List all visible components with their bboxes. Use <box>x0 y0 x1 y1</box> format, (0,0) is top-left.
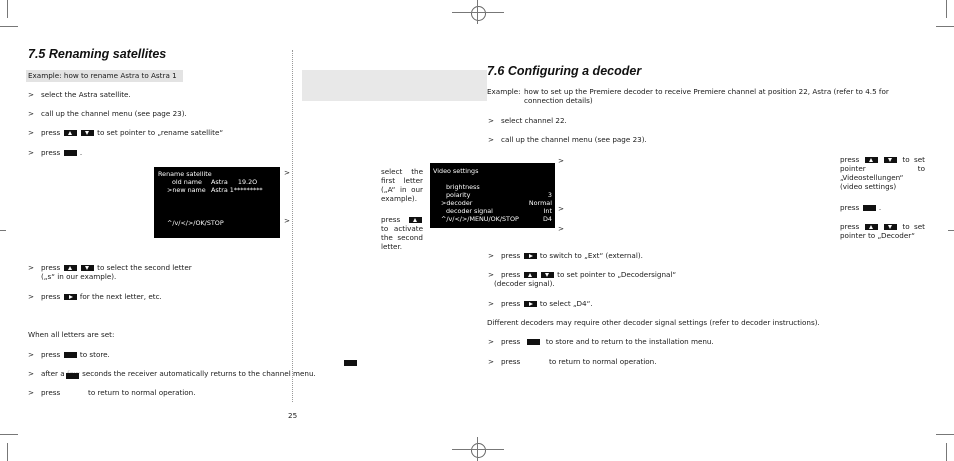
example-text: Example: how to rename Astra to Astra 1 <box>28 71 177 80</box>
corner-mark-tr-h <box>936 26 954 27</box>
right-arrow-key-icon <box>524 301 537 307</box>
step-text: to store. <box>79 350 110 359</box>
screen-key-hints: ^/v/</>/OK/STOP <box>167 219 224 227</box>
up-arrow-key-icon <box>64 130 77 136</box>
down-arrow-key-icon <box>541 272 554 278</box>
down-arrow-key-icon <box>81 265 94 271</box>
step-text: to select the second letter <box>97 263 192 272</box>
crop-line-bottom-h <box>452 449 504 450</box>
step-text-line2: (decoder signal). <box>494 279 555 288</box>
step-text: seconds the receiver automatically returns to the channel menu. <box>82 369 316 378</box>
screen-row-label: decoder signal <box>446 207 493 215</box>
right-arrow-key-icon <box>64 294 77 300</box>
step-marker: > <box>488 357 495 366</box>
step-normal-operation <box>28 388 196 397</box>
down-arrow-key-icon <box>81 130 94 136</box>
step-text: call up the channel menu (see page 23). <box>41 109 187 118</box>
corner-mark-tl-h <box>0 26 18 27</box>
screen-row-value: Int <box>543 207 552 215</box>
screen-pointer-3: > <box>558 224 565 233</box>
screen-key-hints: ^/v/</>/MENU/OK/STOP <box>441 215 519 223</box>
step-marker: > <box>488 337 495 346</box>
step-select-channel <box>488 116 567 125</box>
page-number: 25 <box>288 411 298 420</box>
step-text: press <box>41 128 61 137</box>
step-rename-pointer <box>28 128 224 137</box>
step-second-letter <box>28 263 192 281</box>
decoder-example <box>487 87 927 105</box>
side-note-text: to activate the second letter. <box>381 224 423 251</box>
step-marker: > <box>28 128 35 137</box>
step-marker: > <box>28 109 35 118</box>
screen-title: Video settings <box>433 167 479 175</box>
rename-satellite-screen <box>154 167 280 238</box>
side-note-activate-second <box>381 215 423 251</box>
ok-key-icon <box>863 205 876 211</box>
stop-key-icon <box>66 373 79 379</box>
gray-band <box>302 70 487 101</box>
ok-key-icon <box>64 150 77 156</box>
page-gutter <box>292 50 293 402</box>
screen-row-value: 3 <box>547 191 552 199</box>
step-marker: > <box>28 369 35 378</box>
step-text: press <box>41 263 61 272</box>
when-letters-set: When all letters are set: <box>28 330 115 339</box>
up-arrow-key-icon <box>865 224 878 230</box>
section-heading-decoder: 7.6 Configuring a decoder <box>487 64 642 78</box>
step-text: to return to normal operation. <box>88 388 196 397</box>
side-note-text: press <box>381 215 401 224</box>
side-note-decoder-pointer <box>840 222 925 240</box>
ok-key-icon <box>527 339 540 345</box>
down-arrow-key-icon <box>884 224 897 230</box>
side-mark-right <box>948 230 954 231</box>
step-text: press <box>501 270 521 279</box>
step-switch-ext <box>488 251 643 260</box>
step-marker: > <box>488 270 495 279</box>
registration-mark-bottom <box>471 443 486 458</box>
step-text: press <box>41 292 61 301</box>
side-note-text: to set pointer to „Videostellungen“ (video settings) <box>840 155 925 191</box>
section-heading-renaming: 7.5 Renaming satellites <box>28 47 167 61</box>
step-store <box>28 350 110 359</box>
stop-key-icon <box>344 360 357 366</box>
example-banner <box>26 70 183 82</box>
screen-pointer-2: > <box>558 204 565 213</box>
step-text: to store and to return to the installation menu. <box>545 337 714 346</box>
screen-row-value: D4 <box>543 215 552 223</box>
side-note-text: press <box>840 222 860 231</box>
screen-new-name-value: Astra 1********* <box>211 186 263 194</box>
step-text: press <box>41 350 61 359</box>
step-text: press <box>501 357 521 366</box>
example-label: Example: <box>487 87 521 96</box>
obscured-word <box>67 369 82 378</box>
step-text: to set pointer to „Decodersignal“ <box>557 270 677 279</box>
step-text: after a <box>41 369 65 378</box>
screen-pointer-2: > <box>284 216 291 225</box>
step-channel-menu <box>28 109 187 118</box>
step-text: . <box>79 148 83 157</box>
registration-mark-top <box>471 6 486 21</box>
step-marker: > <box>488 251 495 260</box>
screen-old-name-label: old name <box>172 178 202 186</box>
step-normal-operation <box>488 357 657 366</box>
corner-mark-bl-h <box>0 434 18 435</box>
step-marker: > <box>28 292 35 301</box>
side-mark-left <box>0 230 6 231</box>
corner-mark-br-h <box>936 434 954 435</box>
corner-mark-tl <box>7 0 8 18</box>
step-text: press <box>501 251 521 260</box>
step-marker: > <box>28 148 35 157</box>
step-text-line2: („s“ in our example). <box>41 272 117 281</box>
side-note-text: press <box>840 203 860 212</box>
screen-pointer-1: > <box>558 156 565 165</box>
step-text: for the next letter, etc. <box>79 292 162 301</box>
step-channel-menu <box>488 135 647 144</box>
crop-line-top-h <box>452 12 504 13</box>
up-arrow-key-icon <box>524 272 537 278</box>
step-text: to switch to „Ext“ (external). <box>539 251 643 260</box>
example-text: how to set up the Premiere decoder to receive Premiere channel at position 22, Astra (refer to 4.5 for connection details) <box>524 87 889 105</box>
step-text: press <box>41 388 61 397</box>
side-note-text: . <box>878 203 882 212</box>
step-text: press <box>501 299 521 308</box>
step-marker: > <box>28 263 35 272</box>
step-press-ok <box>28 148 83 157</box>
step-text: press <box>501 337 521 346</box>
screen-row-label: >decoder <box>441 199 473 207</box>
step-decodersignal-pointer <box>488 270 677 288</box>
step-marker: > <box>28 388 35 397</box>
step-text: press <box>41 148 61 157</box>
side-note-text: to set pointer to „Decoder“ <box>840 222 925 240</box>
side-note-text: press <box>840 155 860 164</box>
screen-new-name-label: >new name <box>167 186 206 194</box>
screen-old-name-value: Astra 19.2O <box>211 178 258 186</box>
ok-key-icon <box>64 352 77 358</box>
corner-mark-br <box>946 443 947 461</box>
screen-pointer-1: > <box>284 168 291 177</box>
step-text: to return to normal operation. <box>549 357 657 366</box>
step-marker: > <box>488 116 495 125</box>
up-arrow-key-icon <box>64 265 77 271</box>
video-settings-screen <box>430 163 555 228</box>
step-marker: > <box>28 350 35 359</box>
step-text: to set pointer to „rename satellite“ <box>97 128 224 137</box>
step-marker: > <box>28 90 35 99</box>
step-auto-return <box>28 369 316 378</box>
up-arrow-key-icon <box>865 157 878 163</box>
up-arrow-key-icon <box>409 217 422 223</box>
step-select-astra <box>28 90 131 99</box>
step-text: to select „D4“. <box>539 299 593 308</box>
step-marker: > <box>488 299 495 308</box>
down-arrow-key-icon <box>884 157 897 163</box>
side-note-press-ok <box>840 203 881 212</box>
screen-row-label: brightness <box>446 183 480 191</box>
screen-title: Rename satellite <box>158 170 212 178</box>
step-store-return <box>488 337 714 346</box>
side-note-select-first-letter: select the first letter („A“ in our example). <box>381 167 423 203</box>
decoder-note: Different decoders may require other decoder signal settings (refer to decoder instructions). <box>487 318 820 327</box>
screen-row-value: Normal <box>528 199 552 207</box>
right-arrow-key-icon <box>524 253 537 259</box>
corner-mark-tr <box>946 0 947 18</box>
screen-row-label: polarity <box>446 191 471 199</box>
step-text: select the Astra satellite. <box>41 90 131 99</box>
step-next-letter <box>28 292 162 301</box>
step-marker: > <box>488 135 495 144</box>
step-text: call up the channel menu (see page 23). <box>501 135 647 144</box>
corner-mark-bl <box>7 443 8 461</box>
side-note-video-settings <box>840 155 925 191</box>
step-text: select channel 22. <box>501 116 567 125</box>
step-select-d4 <box>488 299 593 308</box>
